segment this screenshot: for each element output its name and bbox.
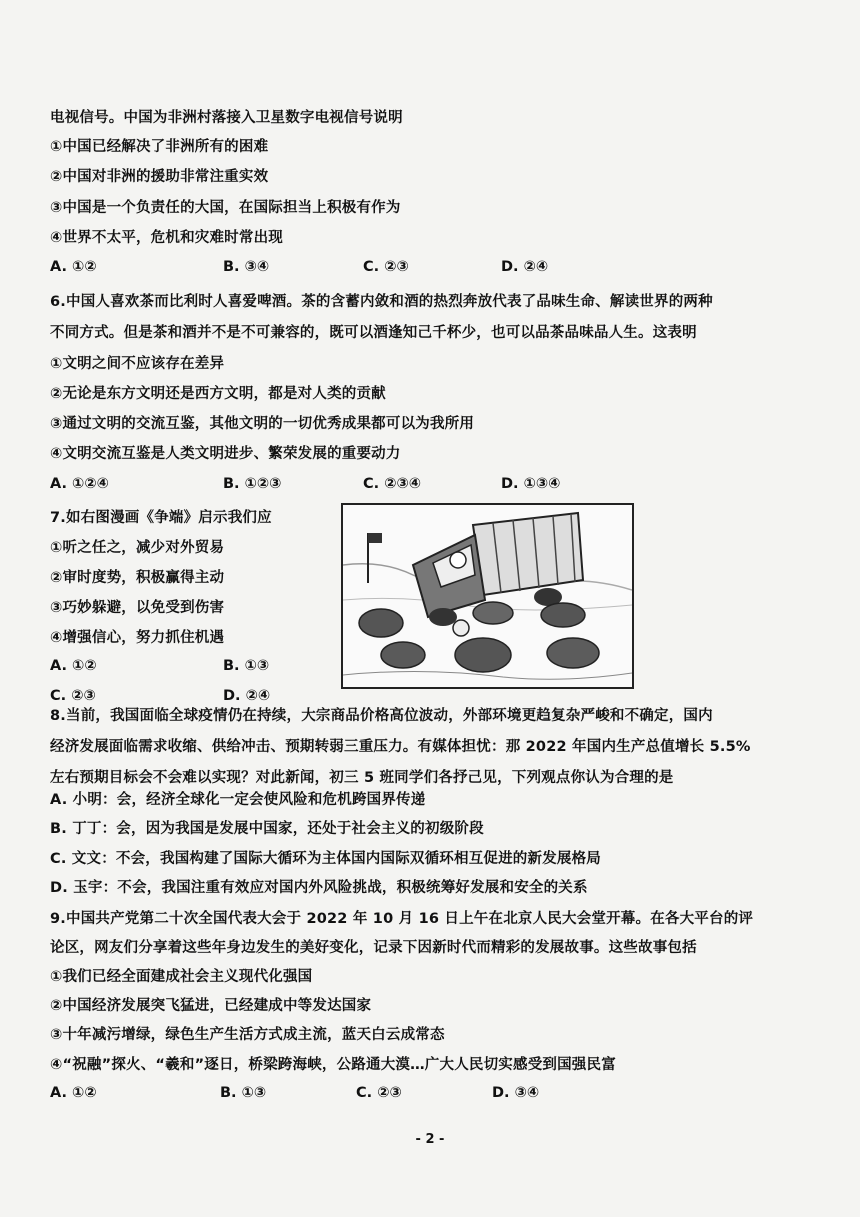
q5-option-b: B. ③④ [223,259,270,275]
q9-item-2: ②中国经济发展突飞猛进，已经建成中等发达国家 [50,998,372,1014]
q6-option-c: C. ②③④ [363,476,422,492]
q5-item-1: ①中国已经解决了非洲所有的困难 [50,139,269,155]
q7-option-b: B. ①③ [223,658,270,674]
q8-option-a: A. 小明：会，经济全球化一定会使风险和危机跨国界传递 [50,792,426,808]
q9-option-c: C. ②③ [356,1085,402,1101]
q6-item-1: ①文明之间不应该存在差异 [50,356,225,372]
q5-option-c: C. ②③ [363,259,409,275]
q9-options [50,1085,670,1105]
q8-stem-line-1: 8.当前，我国面临全球疫情仍在持续，大宗商品价格高位波动，外部环境更趋复杂严峻和不确定，国内 [50,708,713,724]
truck-rocks-drawing [343,505,632,687]
q9-option-b: B. ①③ [220,1085,267,1101]
q5-item-2: ②中国对非洲的援助非常注重实效 [50,169,269,185]
q5-lead: 电视信号。中国为非洲村落接入卫星数字电视信号说明 [50,110,403,126]
q7-item-2: ②审时度势，积极赢得主动 [50,570,225,586]
q7-option-a: A. ①② [50,658,97,674]
q7-item-4: ④增强信心，努力抓住机遇 [50,630,225,646]
q6-options [50,476,670,496]
q6-stem-line-1: 6.中国人喜欢茶而比利时人喜爱啤酒。茶的含蓄内敛和酒的热烈奔放代表了品味生命、解读世界的两种 [50,294,713,310]
q5-options [50,259,670,279]
q6-item-4: ④文明交流互鉴是人类文明进步、繁荣发展的重要动力 [50,446,401,462]
q5-item-4: ④世界不太平，危机和灾难时常出现 [50,230,283,246]
q6-option-b: B. ①②③ [223,476,282,492]
q9-item-1: ①我们已经全面建成社会主义现代化强国 [50,969,313,985]
q8-option-c: C. 文文：不会，我国构建了国际大循环为主体国内国际双循环相互促进的新发展格局 [50,851,601,867]
cartoon-illustration [341,503,634,689]
q7-option-d: D. ②④ [223,688,271,704]
q6-option-d: D. ①③④ [501,476,561,492]
q8-option-b: B. 丁丁：会，因为我国是发展中国家，还处于社会主义的初级阶段 [50,821,484,837]
q5-option-a: A. ①② [50,259,97,275]
q6-item-2: ②无论是东方文明还是西方文明，都是对人类的贡献 [50,386,386,402]
q7-options-row-2 [50,688,670,708]
q5-item-3: ③中国是一个负责任的大国，在国际担当上积极有作为 [50,200,401,216]
q9-stem-line-2: 论区，网友们分享着这些年身边发生的美好变化，记录下因新时代而精彩的发展故事。这些故事包括 [50,940,697,956]
q8-stem-line-3: 左右预期目标会不会难以实现？对此新闻，初三 5 班同学们各抒己见，下列观点你认为合理的是 [50,770,674,786]
page-number: - 2 - [415,1132,445,1147]
q9-stem-line-1: 9.中国共产党第二十次全国代表大会于 2022 年 10 月 16 日上午在北京人民大会堂开幕。在各大平台的评 [50,911,754,927]
q9-item-4: ④“祝融”探火、“羲和”逐日，桥梁跨海峡，公路通大漠…广大人民切实感受到国强民富 [50,1057,616,1073]
q9-item-3: ③十年减污增绿，绿色生产生活方式成主流，蓝天白云成常态 [50,1027,445,1043]
q7-item-1: ①听之任之，减少对外贸易 [50,540,225,556]
q7-option-c: C. ②③ [50,688,96,704]
q6-option-a: A. ①②④ [50,476,109,492]
q6-stem-line-2: 不同方式。但是茶和酒并不是不可兼容的，既可以酒逢知己千杯少，也可以品茶品味品人生。这表明 [50,325,697,341]
q8-option-d: D. 玉宇：不会，我国注重有效应对国内外风险挑战，积极统筹好发展和安全的关系 [50,880,588,896]
q8-stem-line-2: 经济发展面临需求收缩、供给冲击、预期转弱三重压力。有媒体担忧：那 2022 年国内生产总值增长 5.5% [50,739,751,755]
q7-item-3: ③巧妙躲避，以免受到伤害 [50,600,225,616]
q9-option-a: A. ①② [50,1085,97,1101]
q7-stem: 7.如右图漫画《争端》启示我们应 [50,510,272,526]
q6-item-3: ③通过文明的交流互鉴，其他文明的一切优秀成果都可以为我所用 [50,416,475,432]
q9-option-d: D. ③④ [492,1085,540,1101]
q5-option-d: D. ②④ [501,259,549,275]
